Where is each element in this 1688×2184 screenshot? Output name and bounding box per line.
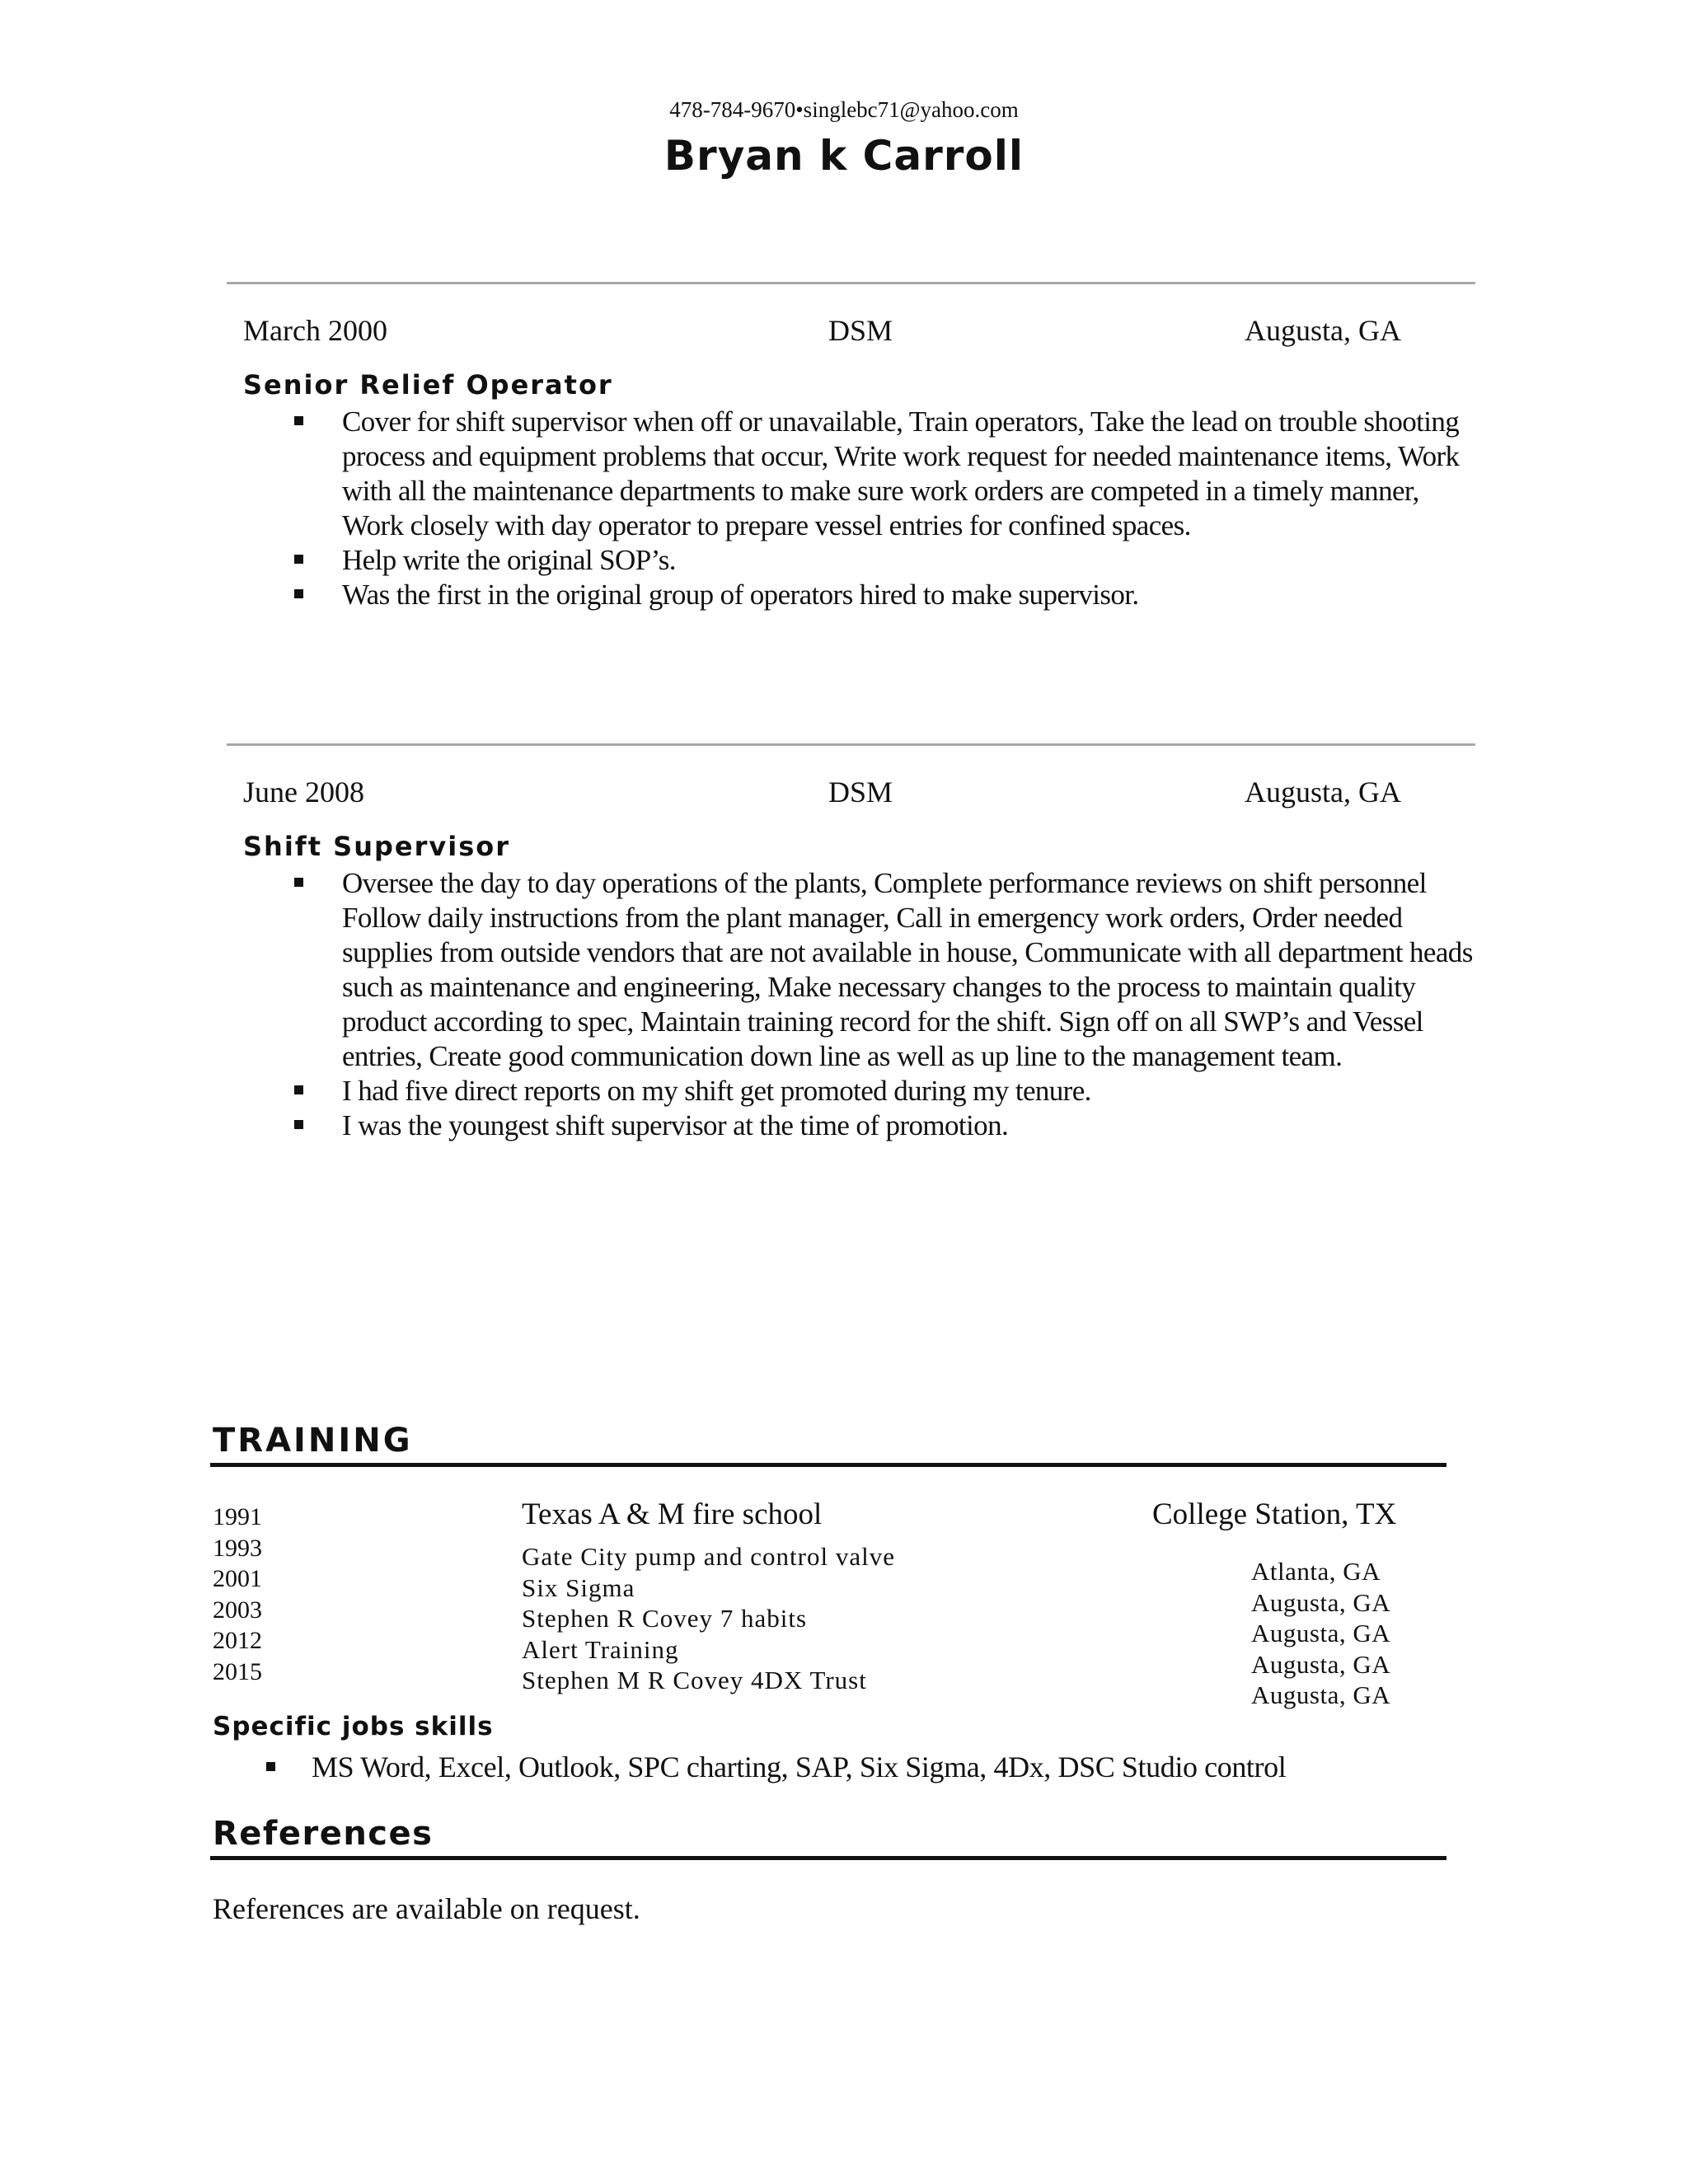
job-company: DSM [828, 314, 893, 347]
training-course: Alert Training [522, 1634, 679, 1664]
references-rule [210, 1856, 1447, 1860]
job-bullet: I had five direct reports on my shift get promoted during my tenure. [284, 1074, 1479, 1108]
job-location: Augusta, GA [1245, 314, 1401, 347]
training-year: 2015 [213, 1657, 262, 1685]
training-course: Stephen R Covey 7 habits [522, 1604, 808, 1633]
training-locations [1251, 1556, 1390, 1711]
job-date: March 2000 [243, 314, 387, 347]
section-divider [227, 743, 1475, 746]
job-bullet: Was the first in the original group of operators hired to make supervisor. [284, 578, 1479, 612]
references-heading: References [213, 1815, 434, 1853]
job-company: DSM [828, 776, 893, 808]
skills-heading: Specific jobs skills [213, 1712, 494, 1741]
training-course: Stephen M R Covey 4DX Trust [522, 1666, 867, 1694]
training-location: Augusta, GA [1251, 1680, 1391, 1709]
contact-line: 478-784-9670•singlebc71@yahoo.com [669, 97, 1019, 122]
training-location: Augusta, GA [1251, 1587, 1391, 1617]
training-course: Gate City pump and control valve [522, 1542, 895, 1571]
resume-name: Bryan k Carroll [663, 132, 1025, 180]
training-location: Atlanta, GA [1251, 1557, 1381, 1586]
job-location: Augusta, GA [1245, 776, 1401, 808]
job-title: Senior Relief Operator [243, 369, 613, 401]
job-bullet-list [284, 866, 1479, 1143]
training-location: Augusta, GA [1251, 1649, 1391, 1679]
job-bullet-list [284, 405, 1479, 612]
training-course: Texas A & M fire school [522, 1497, 823, 1531]
job-title: Shift Supervisor [243, 831, 511, 862]
job-date: June 2008 [243, 776, 364, 808]
job-bullet: Help write the original SOP’s. [284, 543, 1479, 578]
training-rule [210, 1463, 1447, 1467]
references-text: References are available on request. [213, 1892, 640, 1925]
training-year: 2012 [213, 1627, 262, 1654]
section-divider [227, 282, 1475, 284]
skills-list [262, 1750, 1286, 1784]
training-location: College Station, TX [1152, 1497, 1397, 1531]
training-year: 2001 [213, 1565, 262, 1592]
job-bullet: I was the youngest shift supervisor at the time of promotion. [284, 1108, 1479, 1143]
training-location: Augusta, GA [1251, 1619, 1391, 1647]
training-year: 1991 [213, 1503, 262, 1530]
training-course: Six Sigma [522, 1572, 635, 1602]
training-year: 2003 [213, 1596, 262, 1624]
job-bullet: Oversee the day to day operations of the plants, Complete performance reviews on shift personnel Follow daily instructions from the plant manager, Call in emergency work orders, Order needed supplies from outside vendors that are not available in house, Communicate with all department heads such as maintenance and engineering, Make necessary changes to the process to maintain quality product according to spec, Maintain training record for the shift. Sign off on all SWP’s and Vessel entries, Create good communication down line as well as up line to the management team. [284, 866, 1479, 1074]
job-bullet: Cover for shift supervisor when off or unavailable, Train operators, Take the lead on trouble shooting process and equipment problems that occur, Write work request for needed maintenance items, Work with all the maintenance departments to make sure work orders are competed in a timely manner, Work closely with day operator to prepare vessel entries for confined spaces. [284, 405, 1479, 543]
training-courses [522, 1541, 895, 1696]
training-year: 1993 [213, 1534, 262, 1562]
skills-item: MS Word, Excel, Outlook, SPC charting, SAP, Six Sigma, 4Dx, DSC Studio control [262, 1750, 1286, 1784]
training-heading: TRAINING [213, 1422, 413, 1460]
training-years [213, 1502, 262, 1687]
